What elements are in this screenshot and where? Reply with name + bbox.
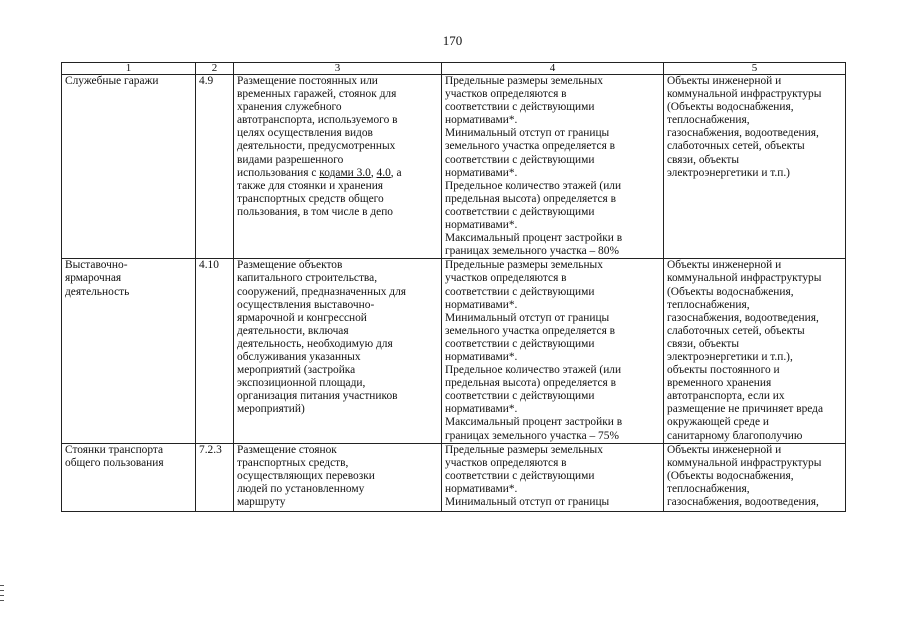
cell-line: Предельное количество этажей (или xyxy=(445,179,622,192)
cell-line: Размещение постоянных или xyxy=(237,75,378,87)
cell-line: соответствии с действующими xyxy=(445,205,595,218)
cell-line: (Объекты водоснабжения, xyxy=(667,285,794,298)
cell-line: участков определяются в xyxy=(445,88,567,101)
parameters-cell xyxy=(442,75,664,259)
cell-line: мероприятий (застройка xyxy=(237,364,356,377)
cell-line: Минимальный отступ от границы xyxy=(445,496,610,508)
use-name-cell xyxy=(62,75,196,259)
cell-line: соответствии с действующими xyxy=(445,390,595,403)
cell-line: экспозиционной площади, xyxy=(237,377,366,390)
page-number: 170 xyxy=(442,33,463,48)
cell-line: связи, объекты xyxy=(667,153,739,166)
scan-mark xyxy=(0,585,4,586)
land-use-table xyxy=(61,62,846,512)
cell-line: границах земельного участка – 75% xyxy=(445,429,619,442)
cell-line: деятельности, включая xyxy=(237,324,349,337)
auxiliary-uses-cell xyxy=(664,75,846,259)
cell-line: транспортных средств общего xyxy=(237,192,384,205)
cell-text: использования с xyxy=(237,166,320,179)
cell-line: границах земельного участка – 80% xyxy=(445,245,619,258)
auxiliary-uses-cell xyxy=(664,259,846,443)
cell-line: электроэнергетики и т.п.), xyxy=(667,350,793,363)
cell-line: Предельные размеры земельных xyxy=(445,259,603,272)
cell-line: организация питания участников xyxy=(237,390,398,403)
column-number: 1 xyxy=(62,63,196,75)
cell-line: теплоснабжения, xyxy=(667,114,750,127)
cell-line: коммунальной инфраструктуры xyxy=(667,88,822,101)
code-cell xyxy=(196,259,234,443)
cell-line: капитального строительства, xyxy=(237,272,378,285)
cell-line: Размещение объектов xyxy=(237,259,343,272)
cell-line: предельная высота) определяется в xyxy=(445,377,616,390)
cell-line: нормативами*. xyxy=(445,166,518,179)
cell-line: нормативами*. xyxy=(445,403,518,416)
cell-line: соответствии с действующими xyxy=(445,285,595,298)
cell-line: нормативами*. xyxy=(445,298,518,311)
cell-line: земельного участка определяется в xyxy=(445,140,616,153)
cell-line: связи, объекты xyxy=(667,337,739,350)
cell-line: нормативами*. xyxy=(445,350,518,363)
table-row xyxy=(62,443,846,511)
cell-line: транспортных средств, xyxy=(237,456,349,469)
auxiliary-uses-cell xyxy=(664,443,846,511)
cell-line: нормативами*. xyxy=(445,114,518,127)
cell-line: видами разрешенного xyxy=(237,153,344,166)
cell-line: теплоснабжения, xyxy=(667,482,750,495)
cell-line: Выставочно- xyxy=(65,259,128,272)
cell-line: участков определяются в xyxy=(445,272,567,285)
cell-line: осуществляющих перевозки xyxy=(237,469,375,482)
column-number: 5 xyxy=(664,63,846,75)
cell-line: земельного участка определяется в xyxy=(445,324,616,337)
cell-line: коммунальной инфраструктуры xyxy=(667,272,822,285)
description-cell xyxy=(234,443,442,511)
column-number-row xyxy=(62,63,846,75)
cell-line: объекты постоянного и xyxy=(667,364,780,377)
cell-line: нормативами*. xyxy=(445,482,518,495)
use-code: 4.10 xyxy=(199,259,219,272)
cell-line: коммунальной инфраструктуры xyxy=(667,456,822,469)
cell-line: (Объекты водоснабжения, xyxy=(667,469,794,482)
cell-line: также для стоянки и хранения xyxy=(237,179,384,192)
cell-line: обслуживания указанных xyxy=(237,350,361,363)
cell-line: газоснабжения, водоотведения, xyxy=(667,311,819,324)
cell-line: размещение не причиняет вреда xyxy=(667,403,824,416)
cell-line: соответствии с действующими xyxy=(445,469,595,482)
cell-line: Объекты инженерной и xyxy=(667,259,782,272)
cell-line: Размещение стоянок xyxy=(237,443,337,456)
cell-line: Максимальный процент застройки в xyxy=(445,232,623,245)
cell-line: газоснабжения, водоотведения, xyxy=(667,127,819,140)
cell-line: нормативами*. xyxy=(445,219,518,232)
table-row xyxy=(62,75,846,259)
use-name-cell xyxy=(62,259,196,443)
cell-line: санитарному благополучию xyxy=(667,429,803,442)
cell-line: Объекты инженерной и xyxy=(667,75,782,87)
cell-line: хранения служебного xyxy=(237,101,342,114)
description-cell xyxy=(234,75,442,259)
cell-line: (Объекты водоснабжения, xyxy=(667,101,794,114)
cell-line: слаботочных сетей, объекты xyxy=(667,140,805,153)
use-code: 7.2.3 xyxy=(199,443,222,456)
cell-line: людей по установленному xyxy=(237,482,365,495)
cell-line: соответствии с действующими xyxy=(445,337,595,350)
cell-line: Предельные размеры земельных xyxy=(445,75,603,87)
cell-line: слаботочных сетей, объекты xyxy=(667,324,805,337)
code-cell xyxy=(196,75,234,259)
cell-line: осуществления выставочно- xyxy=(237,298,375,311)
code-link-4-0[interactable]: 4.0 xyxy=(376,166,391,179)
cell-line: Минимальный отступ от границы xyxy=(445,311,610,324)
cell-line: Служебные гаражи xyxy=(65,75,159,87)
cell-line: газоснабжения, водоотведения, xyxy=(667,496,819,508)
cell-line: окружающей среде и xyxy=(667,416,769,429)
cell-line: маршруту xyxy=(237,496,286,508)
cell-line: Максимальный процент застройки в xyxy=(445,416,623,429)
scan-mark xyxy=(0,595,4,596)
parameters-cell xyxy=(442,443,664,511)
cell-line: ярмарочная xyxy=(65,272,122,285)
parameters-cell xyxy=(442,259,664,443)
table-row xyxy=(62,259,846,443)
cell-line: мероприятий) xyxy=(237,403,305,416)
code-link-3-0[interactable]: кодами 3.0 xyxy=(319,166,371,179)
cell-line: Минимальный отступ от границы xyxy=(445,127,610,140)
description-cell xyxy=(234,259,442,443)
cell-line: теплоснабжения, xyxy=(667,298,750,311)
cell-line: Стоянки транспорта xyxy=(65,443,164,456)
cell-line: целях осуществления видов xyxy=(237,127,373,140)
cell-line: соответствии с действующими xyxy=(445,101,595,114)
cell-line: участков определяются в xyxy=(445,456,567,469)
cell-line: Предельные размеры земельных xyxy=(445,443,603,456)
scan-mark xyxy=(0,590,4,591)
cell-line: автотранспорта, используемого в xyxy=(237,114,398,127)
cell-text: , xyxy=(370,166,377,179)
cell-line-with-links xyxy=(237,167,438,180)
cell-line: деятельности, предусмотренных xyxy=(237,140,396,153)
cell-line: деятельность xyxy=(65,285,130,298)
cell-line: временного хранения xyxy=(667,377,772,390)
cell-line: временных гаражей, стоянок для xyxy=(237,88,397,101)
cell-line: Предельное количество этажей (или xyxy=(445,364,622,377)
code-cell xyxy=(196,443,234,511)
cell-line: деятельность, необходимую для xyxy=(237,337,393,350)
cell-line: общего пользования xyxy=(65,456,164,469)
cell-line: пользования, в том числе в депо xyxy=(237,205,393,218)
cell-line: соответствии с действующими xyxy=(445,153,595,166)
cell-line: ярмарочной и конгрессной xyxy=(237,311,367,324)
column-number: 2 xyxy=(196,63,234,75)
cell-line: сооружений, предназначенных для xyxy=(237,285,407,298)
cell-text: , а xyxy=(390,166,402,179)
column-number: 3 xyxy=(234,63,442,75)
column-number: 4 xyxy=(442,63,664,75)
cell-line: предельная высота) определяется в xyxy=(445,192,616,205)
scan-mark xyxy=(0,600,4,601)
use-code: 4.9 xyxy=(199,75,214,87)
cell-line: электроэнергетики и т.п.) xyxy=(667,166,790,179)
cell-line: Объекты инженерной и xyxy=(667,443,782,456)
use-name-cell xyxy=(62,443,196,511)
cell-line: автотранспорта, если их xyxy=(667,390,785,403)
